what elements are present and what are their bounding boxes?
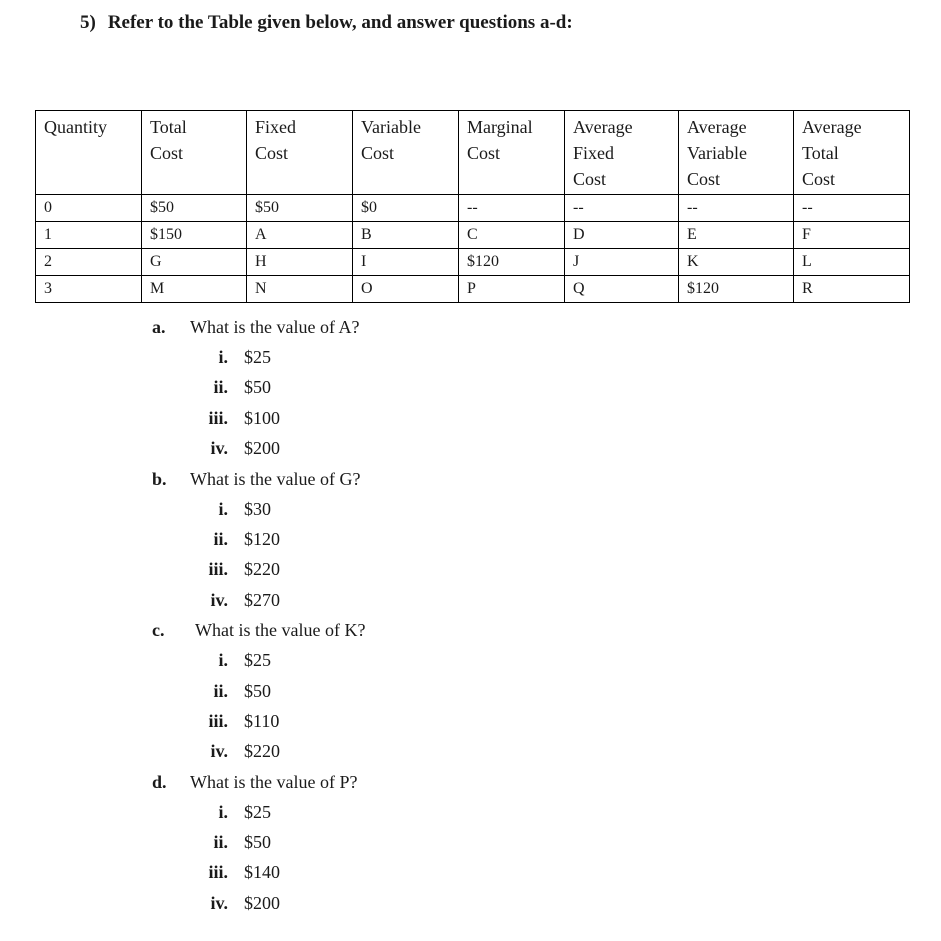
option-value: $110 (244, 710, 280, 731)
table-cell: -- (794, 195, 910, 222)
table-cell: 1 (36, 222, 142, 249)
header-line: Fixed (255, 117, 297, 137)
header-average-total-cost (794, 111, 910, 195)
header-quantity (36, 111, 142, 195)
option-number: ii. (213, 832, 228, 853)
question-b (152, 464, 365, 494)
table-cell: D (565, 222, 679, 249)
option-number: iv. (210, 438, 228, 459)
header-average-variable-cost (679, 111, 794, 195)
question-a (152, 312, 365, 342)
header-line: Cost (687, 169, 721, 189)
option-number: ii. (213, 377, 228, 398)
header-line: Average (573, 117, 633, 137)
table-cell: M (142, 276, 247, 303)
header-line: Cost (150, 143, 184, 163)
answer-option (152, 372, 365, 402)
header-line: Cost (802, 169, 836, 189)
answer-option (152, 342, 365, 372)
answer-option (152, 706, 365, 736)
table-cell: O (353, 276, 459, 303)
option-value: $30 (244, 498, 271, 519)
table-row (36, 195, 910, 222)
header-line: Variable (687, 143, 747, 163)
answer-option (152, 676, 365, 706)
header-average-fixed-cost (565, 111, 679, 195)
header-total-cost (142, 111, 247, 195)
option-value: $25 (244, 650, 271, 671)
header-line: Cost (467, 143, 501, 163)
option-value: $100 (244, 407, 280, 428)
answer-option (152, 433, 365, 463)
option-number: iv. (210, 741, 228, 762)
answer-option (152, 827, 365, 857)
option-number: i. (218, 498, 228, 519)
option-value: $140 (244, 862, 280, 883)
table-cell: 0 (36, 195, 142, 222)
header-line: Quantity (44, 117, 107, 137)
table-cell: $50 (247, 195, 353, 222)
header-line: Fixed (573, 143, 615, 163)
table-row (36, 222, 910, 249)
table-cell: F (794, 222, 910, 249)
question-d (152, 767, 365, 797)
header-variable-cost (353, 111, 459, 195)
option-value: $50 (244, 832, 271, 853)
answer-option (152, 554, 365, 584)
answer-option (152, 494, 365, 524)
table-cell: -- (679, 195, 794, 222)
table-header-row (36, 111, 910, 195)
question-letter: d. (152, 771, 167, 792)
answer-option (152, 736, 365, 766)
option-value: $200 (244, 892, 280, 913)
table-cell: G (142, 249, 247, 276)
header-fixed-cost (247, 111, 353, 195)
header-line: Cost (255, 143, 289, 163)
table-cell: A (247, 222, 353, 249)
header-line: Cost (573, 169, 607, 189)
option-value: $220 (244, 559, 280, 580)
answer-option (152, 585, 365, 615)
option-value: $120 (244, 528, 280, 549)
header-line: Average (802, 117, 862, 137)
option-value: $200 (244, 438, 280, 459)
table-cell: -- (459, 195, 565, 222)
question-c (152, 615, 365, 645)
header-line: Total (802, 143, 839, 163)
question-text: What is the value of P? (190, 771, 358, 792)
header-line: Cost (361, 143, 395, 163)
table-cell: -- (565, 195, 679, 222)
header-marginal-cost (459, 111, 565, 195)
table-cell: $120 (459, 249, 565, 276)
option-value: $220 (244, 741, 280, 762)
question-letter: a. (152, 317, 166, 337)
answer-option (152, 857, 365, 887)
question-number: 5) (80, 12, 96, 33)
question-instruction: Refer to the Table given below, and answer questions a-d: (107, 12, 573, 33)
table-cell: N (247, 276, 353, 303)
table-cell: C (459, 222, 565, 249)
question-list (152, 312, 365, 918)
table-cell: K (679, 249, 794, 276)
answer-option (152, 888, 365, 918)
table-cell: $0 (353, 195, 459, 222)
table-cell: R (794, 276, 910, 303)
table-cell: J (565, 249, 679, 276)
question-text: What is the value of A? (190, 317, 360, 337)
option-value: $50 (244, 680, 271, 701)
header-line: Marginal (467, 117, 533, 137)
option-number: i. (218, 801, 228, 822)
option-number: ii. (213, 528, 228, 549)
option-number: iii. (208, 862, 228, 883)
table-cell: $120 (679, 276, 794, 303)
table-cell: B (353, 222, 459, 249)
option-number: ii. (213, 680, 228, 701)
question-letter: b. (152, 468, 167, 489)
table-cell: $150 (142, 222, 247, 249)
table-cell: H (247, 249, 353, 276)
question-text: What is the value of K? (195, 620, 366, 641)
question-heading (80, 12, 573, 34)
table-cell: I (353, 249, 459, 276)
answer-option (152, 797, 365, 827)
option-number: iii. (208, 407, 228, 428)
option-value: $25 (244, 801, 271, 822)
table-cell: P (459, 276, 565, 303)
option-number: iii. (208, 710, 228, 731)
question-text: What is the value of G? (190, 468, 361, 489)
option-value: $270 (244, 589, 280, 610)
table-cell: $50 (142, 195, 247, 222)
table-row (36, 276, 910, 303)
table-row (36, 249, 910, 276)
table-cell: Q (565, 276, 679, 303)
table-cell: L (794, 249, 910, 276)
option-number: iv. (210, 589, 228, 610)
option-number: iv. (210, 892, 228, 913)
header-line: Total (150, 117, 187, 137)
answer-option (152, 403, 365, 433)
option-number: i. (218, 650, 228, 671)
table-cell: 2 (36, 249, 142, 276)
header-line: Variable (361, 117, 421, 137)
table-cell: 3 (36, 276, 142, 303)
option-value: $25 (244, 347, 271, 367)
cost-table (35, 110, 910, 303)
header-line: Average (687, 117, 747, 137)
question-letter: c. (152, 620, 165, 641)
option-value: $50 (244, 377, 271, 398)
answer-option (152, 524, 365, 554)
answer-option (152, 645, 365, 675)
option-number: i. (218, 347, 228, 367)
option-number: iii. (208, 559, 228, 580)
table-cell: E (679, 222, 794, 249)
